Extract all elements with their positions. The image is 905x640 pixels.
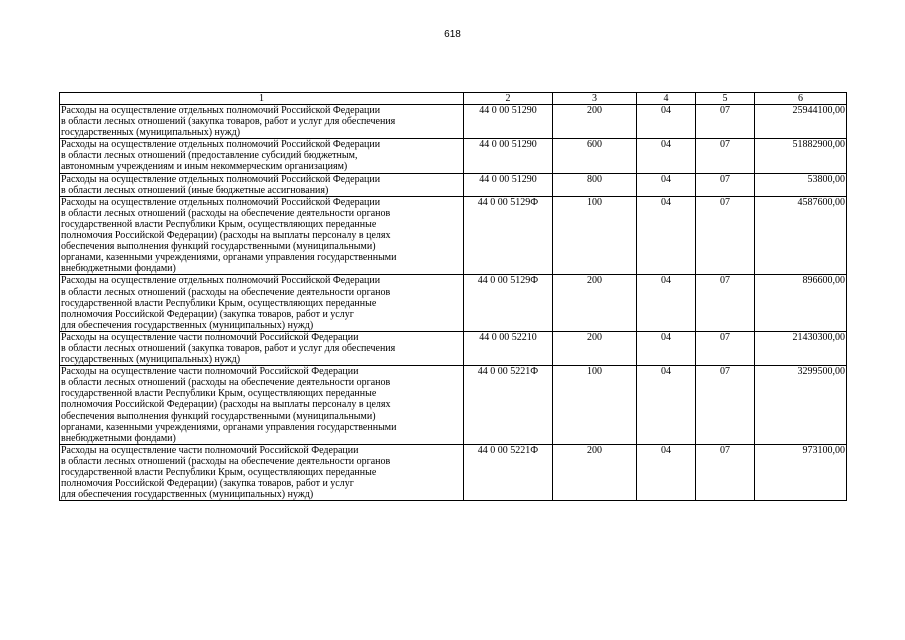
row-target-article: 44 0 00 51290	[464, 173, 553, 196]
table-row	[60, 139, 847, 173]
row-description: Расходы на осуществление части полномочий Российской Федерации в области лесных отношений (расходы на обеспечение деятельности органов государственной власти Республики Крым, осуществляющих переданные полномочия Российской Федерации) (закупка товаров, работ и услуг для обеспечения государственных (муниципальных) нужд)	[60, 444, 464, 500]
row-target-article: 44 0 00 52210	[464, 331, 553, 365]
table-row	[60, 444, 847, 500]
row-target-article: 44 0 00 5129Ф	[464, 196, 553, 275]
row-subsection: 07	[696, 366, 755, 445]
row-amount: 53800,00	[755, 173, 847, 196]
row-subsection: 07	[696, 331, 755, 365]
row-target-article: 44 0 00 5221Ф	[464, 444, 553, 500]
row-amount: 25944100,00	[755, 105, 847, 139]
row-target-article: 44 0 00 51290	[464, 105, 553, 139]
row-description: Расходы на осуществление отдельных полномочий Российской Федерации в области лесных отношений (предоставление субсидий бюджетным, автономным учреждениям и иным некоммерческим организациям)	[60, 139, 464, 173]
row-description: Расходы на осуществление части полномочий Российской Федерации в области лесных отношений (закупка товаров, работ и услуг для обеспечения государственных (муниципальных) нужд)	[60, 331, 464, 365]
header-col-2: 2	[464, 93, 553, 105]
row-target-article: 44 0 00 51290	[464, 139, 553, 173]
row-section: 04	[637, 331, 696, 365]
table-row	[60, 105, 847, 139]
header-col-6: 6	[755, 93, 847, 105]
row-description: Расходы на осуществление части полномочий Российской Федерации в области лесных отношений (расходы на обеспечение деятельности органов государственной власти Республики Крым, осуществляющих переданные полномочия Российской Федерации) (расходы на выплаты персоналу в целях обеспечения выполнения функций государственными (муниципальными) органами, казенными учреждениями, органами управления государственными внебюджетными фондами)	[60, 366, 464, 445]
row-expense-type: 600	[553, 139, 637, 173]
row-section: 04	[637, 173, 696, 196]
row-section: 04	[637, 366, 696, 445]
table-row	[60, 366, 847, 445]
row-amount: 3299500,00	[755, 366, 847, 445]
row-section: 04	[637, 275, 696, 331]
row-section: 04	[637, 105, 696, 139]
row-description: Расходы на осуществление отдельных полномочий Российской Федерации в области лесных отношений (расходы на обеспечение деятельности органов государственной власти Республики Крым, осуществляющих переданные полномочия Российской Федерации) (закупка товаров, работ и услуг для обеспечения государственных (муниципальных) нужд)	[60, 275, 464, 331]
row-amount: 51882900,00	[755, 139, 847, 173]
table-row	[60, 275, 847, 331]
row-description: Расходы на осуществление отдельных полномочий Российской Федерации в области лесных отношений (расходы на обеспечение деятельности органов государственной власти Республики Крым, осуществляющих переданные полномочия Российской Федерации) (расходы на выплаты персоналу в целях обеспечения выполнения функций государственными (муниципальными) органами, казенными учреждениями, органами управления государственными внебюджетными фондами)	[60, 196, 464, 275]
row-expense-type: 100	[553, 366, 637, 445]
row-subsection: 07	[696, 139, 755, 173]
row-subsection: 07	[696, 275, 755, 331]
row-expense-type: 200	[553, 444, 637, 500]
table-row	[60, 331, 847, 365]
row-subsection: 07	[696, 196, 755, 275]
row-section: 04	[637, 139, 696, 173]
row-target-article: 44 0 00 5221Ф	[464, 366, 553, 445]
row-subsection: 07	[696, 173, 755, 196]
row-amount: 973100,00	[755, 444, 847, 500]
row-expense-type: 200	[553, 105, 637, 139]
row-expense-type: 200	[553, 275, 637, 331]
page-number: 618	[444, 29, 461, 40]
header-row	[60, 93, 847, 105]
budget-table	[59, 92, 847, 501]
row-amount: 21430300,00	[755, 331, 847, 365]
header-col-5: 5	[696, 93, 755, 105]
row-expense-type: 100	[553, 196, 637, 275]
row-expense-type: 800	[553, 173, 637, 196]
row-section: 04	[637, 196, 696, 275]
row-amount: 4587600,00	[755, 196, 847, 275]
header-col-3: 3	[553, 93, 637, 105]
row-expense-type: 200	[553, 331, 637, 365]
row-description: Расходы на осуществление отдельных полномочий Российской Федерации в области лесных отношений (иные бюджетные ассигнования)	[60, 173, 464, 196]
header-col-4: 4	[637, 93, 696, 105]
row-description: Расходы на осуществление отдельных полномочий Российской Федерации в области лесных отношений (закупка товаров, работ и услуг для обеспечения государственных (муниципальных) нужд)	[60, 105, 464, 139]
row-amount: 896600,00	[755, 275, 847, 331]
table-row	[60, 173, 847, 196]
row-subsection: 07	[696, 105, 755, 139]
row-section: 04	[637, 444, 696, 500]
row-target-article: 44 0 00 5129Ф	[464, 275, 553, 331]
header-col-1: 1	[60, 93, 464, 105]
table-row	[60, 196, 847, 275]
row-subsection: 07	[696, 444, 755, 500]
